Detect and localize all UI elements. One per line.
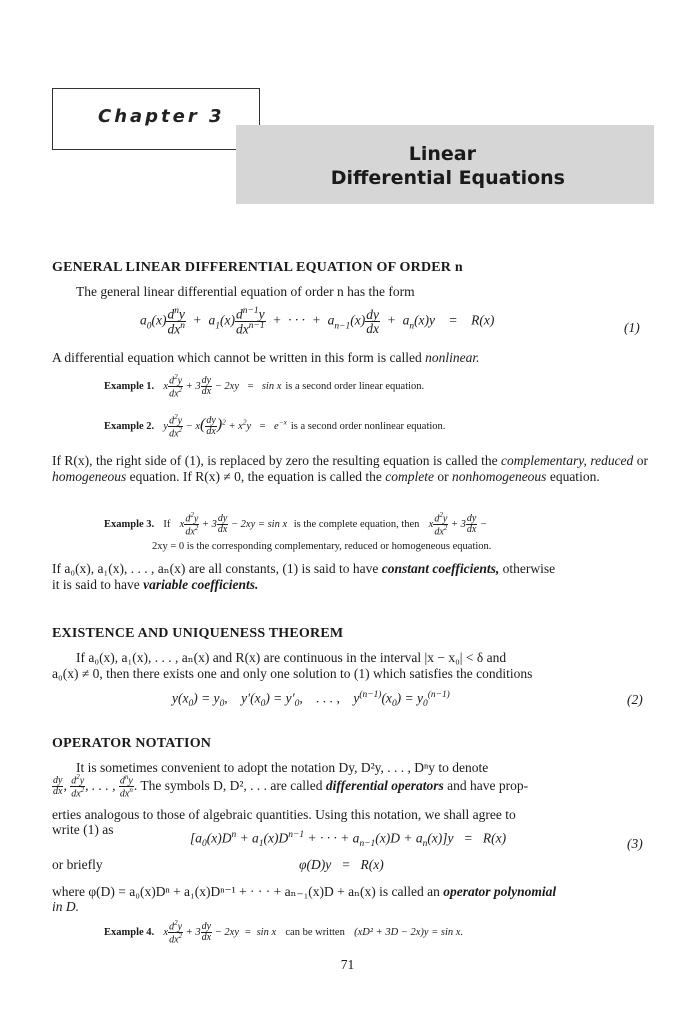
example-3-line2: 2xy = 0 is the corresponding complementary, reduced or homogeneous equation.	[152, 541, 492, 552]
intro-text: The general linear differential equation of order n has the form	[76, 284, 415, 299]
page-number: 71	[340, 957, 355, 972]
nonlinear-sentence: A differential equation which cannot be written in this form is called nonlinear.	[52, 350, 480, 365]
where-line2: in D.	[52, 899, 79, 914]
example-4: Example 4. x $\frac{d^2y}{dx^2}$ + 3 $\frac{dy}{dx}$ − 2xy = sin x can be written (xD² + 3D − 2x)y = sin x.	[104, 919, 464, 946]
equation-3: [$a_0(x)D^n + a_1(x)D^{n-1}$ + · · · + $a_{n-1}(x)D + a_n(x)]y = R(x)$	[190, 830, 507, 850]
chapter-title-line1: Linear	[408, 143, 476, 165]
existence-line2: a₀(x) ≠ 0, then there exists one and only one solution to (1) which satisfies the conditions	[52, 666, 533, 681]
existence-line1: If a₀(x), a₁(x), . . . , aₙ(x) and R(x) are continuous in the interval |x − x₀| < δ and	[76, 650, 507, 665]
section-heading-general: GENERAL LINEAR DIFFERENTIAL EQUATION OF ORDER n	[52, 260, 463, 275]
example-1: Example 1. x $\frac{d^2y}{dx^2}$ + 3 $\frac{dy}{dx}$ − 2xy = sin x is a second order linear equation.	[104, 373, 425, 400]
operator-line4: write (1) as	[52, 822, 114, 837]
operator-line1: It is sometimes convenient to adopt the notation Dy, D²y, . . . , Dⁿy to denote	[76, 760, 489, 775]
equation-3-number: (3)	[627, 836, 643, 851]
chapter-label: Chapter 3	[98, 106, 225, 127]
section-heading-existence: EXISTENCE AND UNIQUENESS THEOREM	[52, 626, 344, 641]
operator-line2: $\frac{dy}{dx}$ , $\frac{d^2y}{dx^2}$ , . . . , $\frac{d^ny}{dx^n}$ . The symbols D, D², . . . are called differential operators and have prop-	[53, 773, 529, 800]
example-2: Example 2. y $\frac{d^2y}{dx^2}$ − x( $\frac{dy}{dx}$ )$^2 + x^2y = e^{-x}$ is a second order nonlinear equation.	[104, 413, 446, 440]
constant-coefficients-line1: If a₀(x), a₁(x), . . . , aₙ(x) are all constants, (1) is said to have constant coefficients, otherwise	[52, 561, 556, 576]
example-3: Example 3. If x $\frac{d^2y}{dx^2}$ + 3 $\frac{dy}{dx}$ − 2xy = sin x is the complete equation, then x $\frac{d^2y}{dx^2}$ + 3 $\frac{dy}{dx}$ −	[104, 511, 488, 538]
equation-2-number: (2)	[627, 692, 643, 707]
reduced-paragraph: If R(x), the right side of (1), is replaced by zero the resulting equation is called the complementary, reduced or homogeneous equation. If R(x) ≠ 0, the equation is called the complete or nonhomogeneous equation.	[52, 453, 648, 484]
chapter-title-line2: Differential Equations	[330, 167, 565, 189]
equation-phi: φ(D)y = R(x)	[299, 857, 384, 872]
operator-line3: erties analogous to those of algebraic quantities. Using this notation, we shall agree to	[52, 807, 516, 822]
equation-1: $a_0(x)$ $\frac{d^ny}{dx^n}$ + $a_1(x)$ $\frac{d^{n-1}y}{dx^{n-1}}$ + · · · + $a_{n-1}(x)$ $\frac{dy}{dx}$ + $a_n(x)y$ = R(x)	[140, 306, 495, 337]
equation-2: $y(x_0) = y_0$, $y'(x_0) = y'_0$, . . . , $y^{(n-1)}(x_0) = y_0^{(n-1)}$	[172, 690, 450, 710]
briefly-text: or briefly	[52, 857, 103, 872]
section-heading-operator: OPERATOR NOTATION	[52, 736, 212, 751]
where-line1: where φ(D) = a₀(x)Dⁿ + a₁(x)Dⁿ⁻¹ + · · · + aₙ₋₁(x)D + aₙ(x) is called an operator polynomial	[52, 884, 557, 899]
constant-coefficients-line2: it is said to have variable coefficients.	[52, 577, 259, 592]
equation-1-number: (1)	[624, 320, 640, 335]
